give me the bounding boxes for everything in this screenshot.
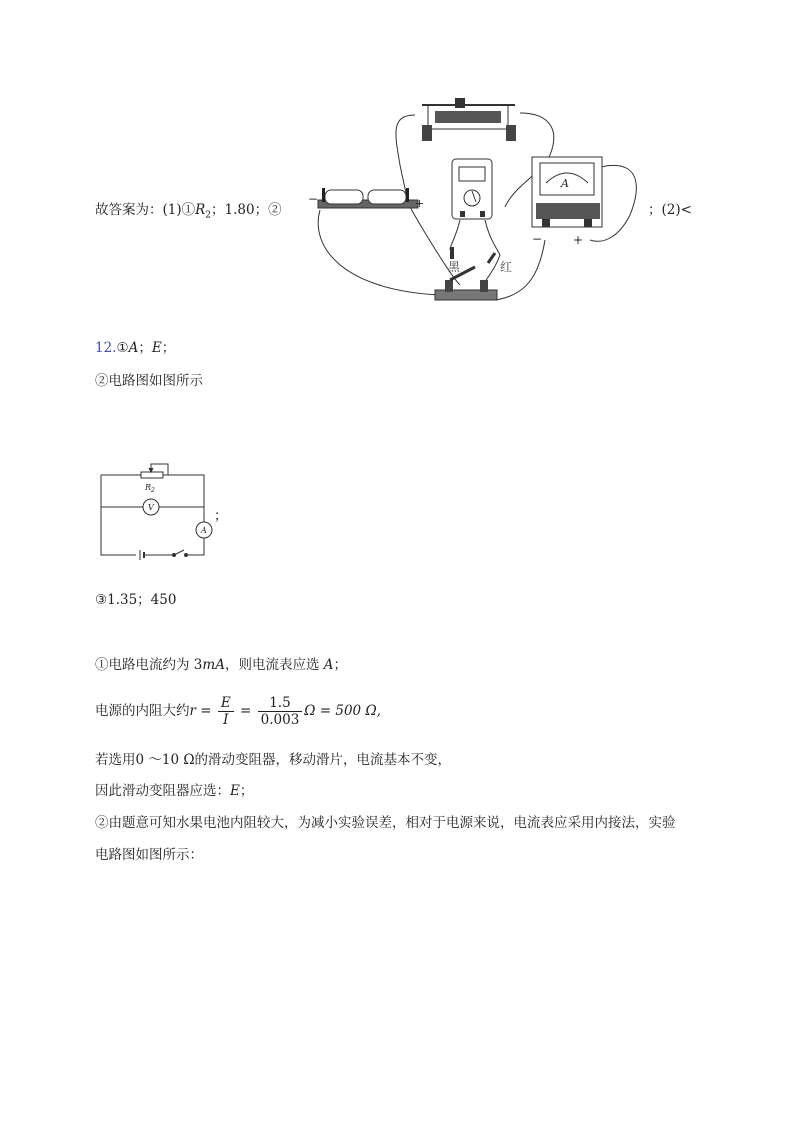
solution-line-5: ②由题意可知水果电池内阻较大，为减小实验误差，相对于电源来说，电流表应采用内接法，实验 bbox=[95, 815, 676, 831]
svg-text:红: 红 bbox=[500, 260, 513, 274]
ammeter-letter: A bbox=[561, 177, 569, 190]
probe-black bbox=[448, 247, 461, 274]
solution-line-2: 电源的内阻大约r = $\frac{E}{I}$ = $\frac{1.5}{0.003}$ Ω = 500 Ω, bbox=[95, 695, 381, 728]
answer-line-suffix: ；(2)< bbox=[648, 202, 692, 218]
solution-line-6: 电路图如图所示： bbox=[95, 847, 203, 863]
q12-answer-line: 12.①A；E； bbox=[95, 340, 176, 356]
solution-line-4: 因此滑动变阻器应选：E； bbox=[95, 783, 254, 799]
battery-photo bbox=[308, 188, 424, 210]
voltmeter-symbol: V bbox=[148, 503, 154, 512]
circuit-photo bbox=[300, 95, 645, 313]
q12-part3: ③1.35；450 bbox=[95, 592, 177, 608]
diagram-suffix: ； bbox=[214, 508, 228, 524]
rheostat-photo bbox=[422, 98, 516, 141]
answer-line: 故答案为：$(1)①R_2$；1.80；② bbox=[95, 202, 282, 221]
circuit-diagram bbox=[96, 460, 226, 562]
battery-plus-label: + bbox=[415, 197, 425, 210]
ammeter-photo bbox=[532, 157, 602, 247]
r2-label: $R_2$ bbox=[145, 483, 155, 494]
ammeter-plus-label: + bbox=[573, 233, 584, 247]
fraction-values: $\frac{1.5}{0.003}$ bbox=[258, 695, 303, 728]
multimeter-photo bbox=[452, 159, 492, 219]
question-number: 12. bbox=[95, 340, 117, 356]
solution-line-3: 若选用0 ～10 Ω的滑动变阻器，移动滑片，电流基本不变， bbox=[95, 752, 452, 768]
ammeter-minus-label: − bbox=[532, 232, 543, 246]
svg-text:黑: 黑 bbox=[448, 260, 461, 274]
switch-photo bbox=[435, 267, 497, 300]
q12-circuit-caption: ②电路图如图所示 bbox=[95, 373, 203, 389]
solution-line-1: ①电路电流约为 3mA，则电流表应选 A； bbox=[95, 657, 347, 673]
battery-minus-label: − bbox=[308, 192, 319, 206]
ammeter-symbol: A bbox=[201, 526, 207, 535]
fraction-e-over-i: $\frac{E}{I}$ bbox=[218, 695, 234, 728]
